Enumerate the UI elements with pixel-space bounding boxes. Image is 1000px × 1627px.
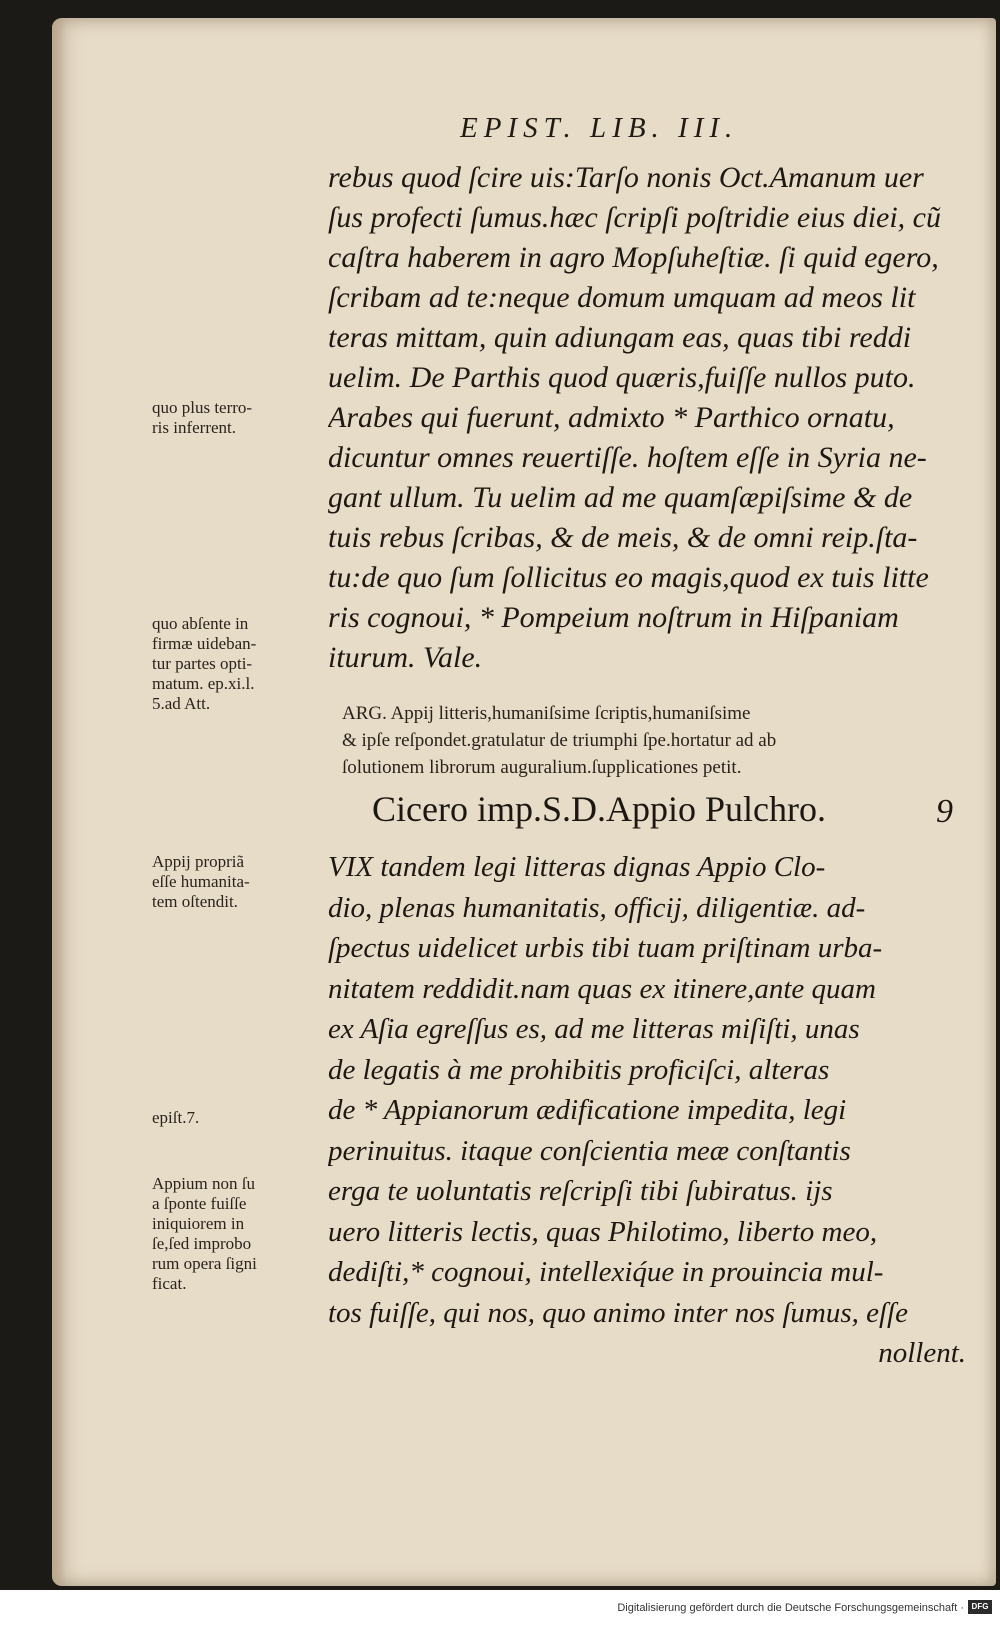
text-line: caſtra haberem in agro Mopſuheſtiæ. ſi quid egero, bbox=[328, 241, 939, 274]
text-line: uelim. De Parthis quod quæris,fuiſſe nullos puto. bbox=[328, 361, 916, 394]
text-line: dediſti,* cognoui, intellexiq́ue in prouincia mul- bbox=[328, 1256, 884, 1288]
margin-note-line: ris inferrent. bbox=[152, 418, 237, 437]
text-line: tos fuiſſe, qui nos, quo animo inter nos ſumus, eſſe bbox=[328, 1296, 908, 1329]
catchword: nollent. bbox=[878, 1337, 966, 1369]
text-line: VIX tandem legi litteras dignas Appio Clo- bbox=[328, 851, 826, 883]
margin-note-line: tem oſtendit. bbox=[152, 892, 238, 911]
text-line: erga te uoluntatis reſcripſi tibi ſubiratus. ijs bbox=[328, 1175, 833, 1207]
text-line: nitatem reddidit.nam quas ex itinere,ante quam bbox=[328, 972, 876, 1005]
margin-note-line: ſe,ſed improbo bbox=[152, 1234, 252, 1253]
margin-note-line: 5.ad Att. bbox=[152, 694, 211, 713]
running-head: EPIST. LIB. III. bbox=[460, 112, 739, 144]
text-line: ex Aſia egreſſus es, ad me litteras miſiſti, unas bbox=[328, 1013, 860, 1045]
margin-note-line: matum. ep.xi.l. bbox=[152, 674, 255, 693]
text-line: dicuntur omnes reuertiſſe. hoſtem eſſe in Syria ne- bbox=[328, 441, 927, 474]
margin-note-line: Appium non ſu bbox=[152, 1174, 255, 1193]
text-line: ſcribam ad te:neque domum umquam ad meos lit bbox=[328, 281, 916, 314]
margin-note bbox=[152, 398, 322, 438]
margin-note-line: quo plus terro- bbox=[152, 398, 253, 417]
text-line: de * Appianorum ædificatione impedita, legi bbox=[328, 1094, 847, 1126]
text-line: teras mittam, quin adiungam eas, quas tibi reddi bbox=[328, 321, 912, 354]
text-line: iturum. Vale. bbox=[328, 641, 483, 674]
text-line: gant ullum. Tu uelim ad me quamſæpiſsime & de bbox=[328, 481, 913, 514]
text-line: rebus quod ſcire uis:Tarſo nonis Oct.Amanum uer bbox=[328, 161, 924, 194]
margin-note bbox=[152, 852, 322, 912]
dfg-logo: DFG bbox=[968, 1600, 992, 1614]
margin-note-line: Appij propriã bbox=[152, 852, 245, 871]
argument-summary bbox=[342, 700, 962, 781]
margin-note-line: tur partes opti- bbox=[152, 654, 253, 673]
text-line: ris cognoui, * Pompeium noſtrum in Hiſpaniam bbox=[328, 601, 899, 634]
letter-title: Cicero imp.S.D.Appio Pulchro. bbox=[372, 789, 826, 829]
text-line: ſpectus uidelicet urbis tibi tuam priſtinam urba- bbox=[328, 932, 883, 964]
margin-note bbox=[152, 1108, 322, 1128]
margin-note bbox=[152, 1174, 322, 1294]
margin-note-line: epiſt.7. bbox=[152, 1108, 200, 1127]
text-line: perinuitus. itaque conſcientia meæ conſtantis bbox=[328, 1134, 851, 1167]
letter-body bbox=[328, 847, 968, 1374]
margin-note-line: a ſponte fuiſſe bbox=[152, 1194, 247, 1213]
text-line: uero litteris lectis, quas Philotimo, liberto meo, bbox=[328, 1215, 878, 1248]
margin-note-line: eſſe humanita- bbox=[152, 872, 250, 891]
letter-continuation bbox=[328, 158, 968, 678]
footer-credit: Digitalisierung gefördert durch die Deutsche Forschungsgemeinschaft · bbox=[617, 1602, 964, 1614]
argument-line: & ipſe reſpondet.gratulatur de triumphi ſpe.hortatur ad ab bbox=[342, 730, 777, 751]
text-line: de legatis à me prohibitis proficiſci, alteras bbox=[328, 1053, 830, 1086]
text-line: tu:de quo ſum ſollicitus eo magis,quod ex tuis litte bbox=[328, 561, 929, 594]
text-line: Arabes qui fuerunt, admixto * Parthico ornatu, bbox=[328, 401, 895, 434]
margin-note bbox=[152, 614, 322, 714]
margin-note-line: firmæ uideban- bbox=[152, 634, 257, 653]
margin-note-line: rum opera ſigni bbox=[152, 1254, 257, 1273]
margin-note-line: iniquiorem in bbox=[152, 1214, 245, 1233]
text-line: dio, plenas humanitatis, officij, diligentiæ. ad- bbox=[328, 891, 866, 924]
letter-number: 9 bbox=[936, 793, 953, 830]
argument-line: ARG. Appij litteris,humaniſsime ſcriptis,humaniſsime bbox=[342, 703, 751, 724]
margin-note-line: quo abſente in bbox=[152, 614, 249, 633]
text-line: tuis rebus ſcribas, & de meis, & de omni reip.ſta- bbox=[328, 521, 918, 554]
margin-note-line: ficat. bbox=[152, 1274, 187, 1293]
text-line: ſus profecti ſumus.hæc ſcripſi poſtridie eius diei, cũ bbox=[328, 201, 941, 234]
argument-line: ſolutionem librorum auguralium.ſupplicationes petit. bbox=[342, 757, 742, 778]
